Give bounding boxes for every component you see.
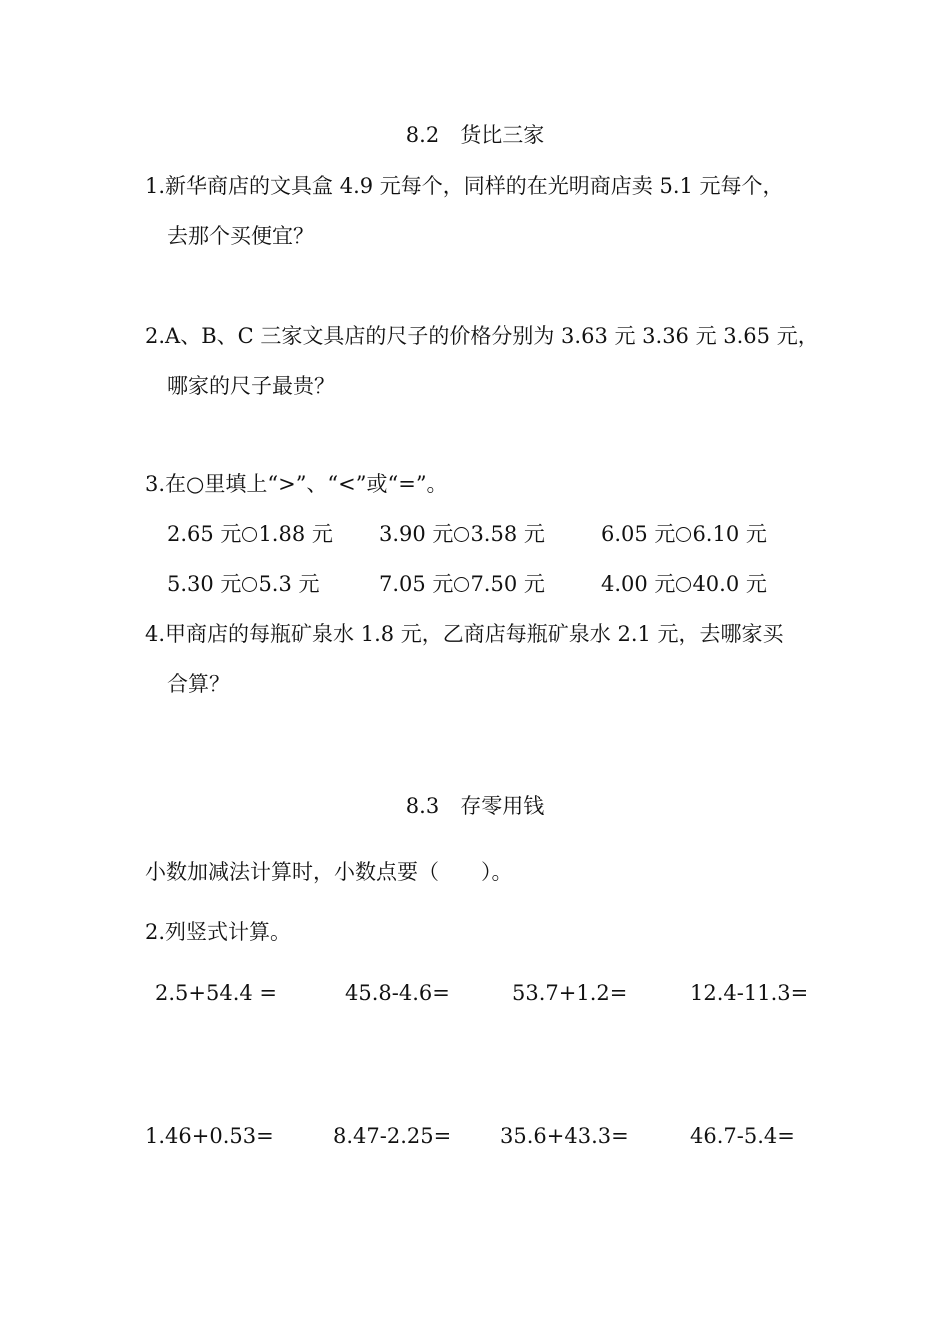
question-2-line-1: 2.A、B、C 三家文具店的尺子的价格分别为 3.63 元 3.36 元 3.65 元， [145, 324, 819, 348]
answer-circle[interactable] [242, 527, 257, 542]
comparison-item: 6.05 元 6.10 元 [601, 522, 767, 546]
question-2: 2.列竖式计算。 [145, 920, 292, 944]
calculation-item: 8.47-2.25= [333, 1124, 452, 1148]
section-title: 8.3 存零用钱 [405, 794, 545, 818]
comparison-item: 2.65 元 1.88 元 [167, 522, 333, 546]
question-4-line-1: 4.甲商店的每瓶矿泉水 1.8 元，乙商店每瓶矿泉水 2.1 元，去哪家买 [145, 622, 784, 646]
answer-circle[interactable] [676, 527, 691, 542]
calculation-item: 46.7-5.4= [690, 1124, 795, 1148]
calculation-item: 2.5+54.4 = [155, 981, 278, 1005]
calculation-item: 1.46+0.53= [145, 1124, 274, 1148]
calculation-item: 45.8-4.6= [345, 981, 450, 1005]
comparison-item: 4.00 元 40.0 元 [601, 572, 767, 596]
question-3-instruction: 3.在○里填上“>”、“<”或“=”。 [145, 472, 448, 496]
question-1-line-2: 去那个买便宜？ [167, 224, 314, 248]
calculation-item: 53.7+1.2= [512, 981, 628, 1005]
comparison-item: 7.05 元 7.50 元 [379, 572, 545, 596]
comparison-item: 3.90 元 3.58 元 [379, 522, 545, 546]
question-1: 小数加减法计算时，小数点要（ ）。 [145, 860, 513, 884]
answer-circle[interactable] [676, 577, 691, 592]
calculation-item: 12.4-11.3= [690, 981, 809, 1005]
calculation-item: 35.6+43.3= [500, 1124, 629, 1148]
section-title: 8.2 货比三家 [405, 123, 545, 147]
answer-circle[interactable] [454, 527, 469, 542]
comparison-item: 5.30 元 5.3 元 [167, 572, 320, 596]
question-4-line-2: 合算？ [167, 672, 230, 696]
question-2-line-2: 哪家的尺子最贵？ [167, 374, 335, 398]
question-1-line-1: 1.新华商店的文具盒 4.9 元每个，同样的在光明商店卖 5.1 元每个， [145, 174, 784, 198]
answer-circle[interactable] [242, 577, 257, 592]
answer-circle[interactable] [454, 577, 469, 592]
